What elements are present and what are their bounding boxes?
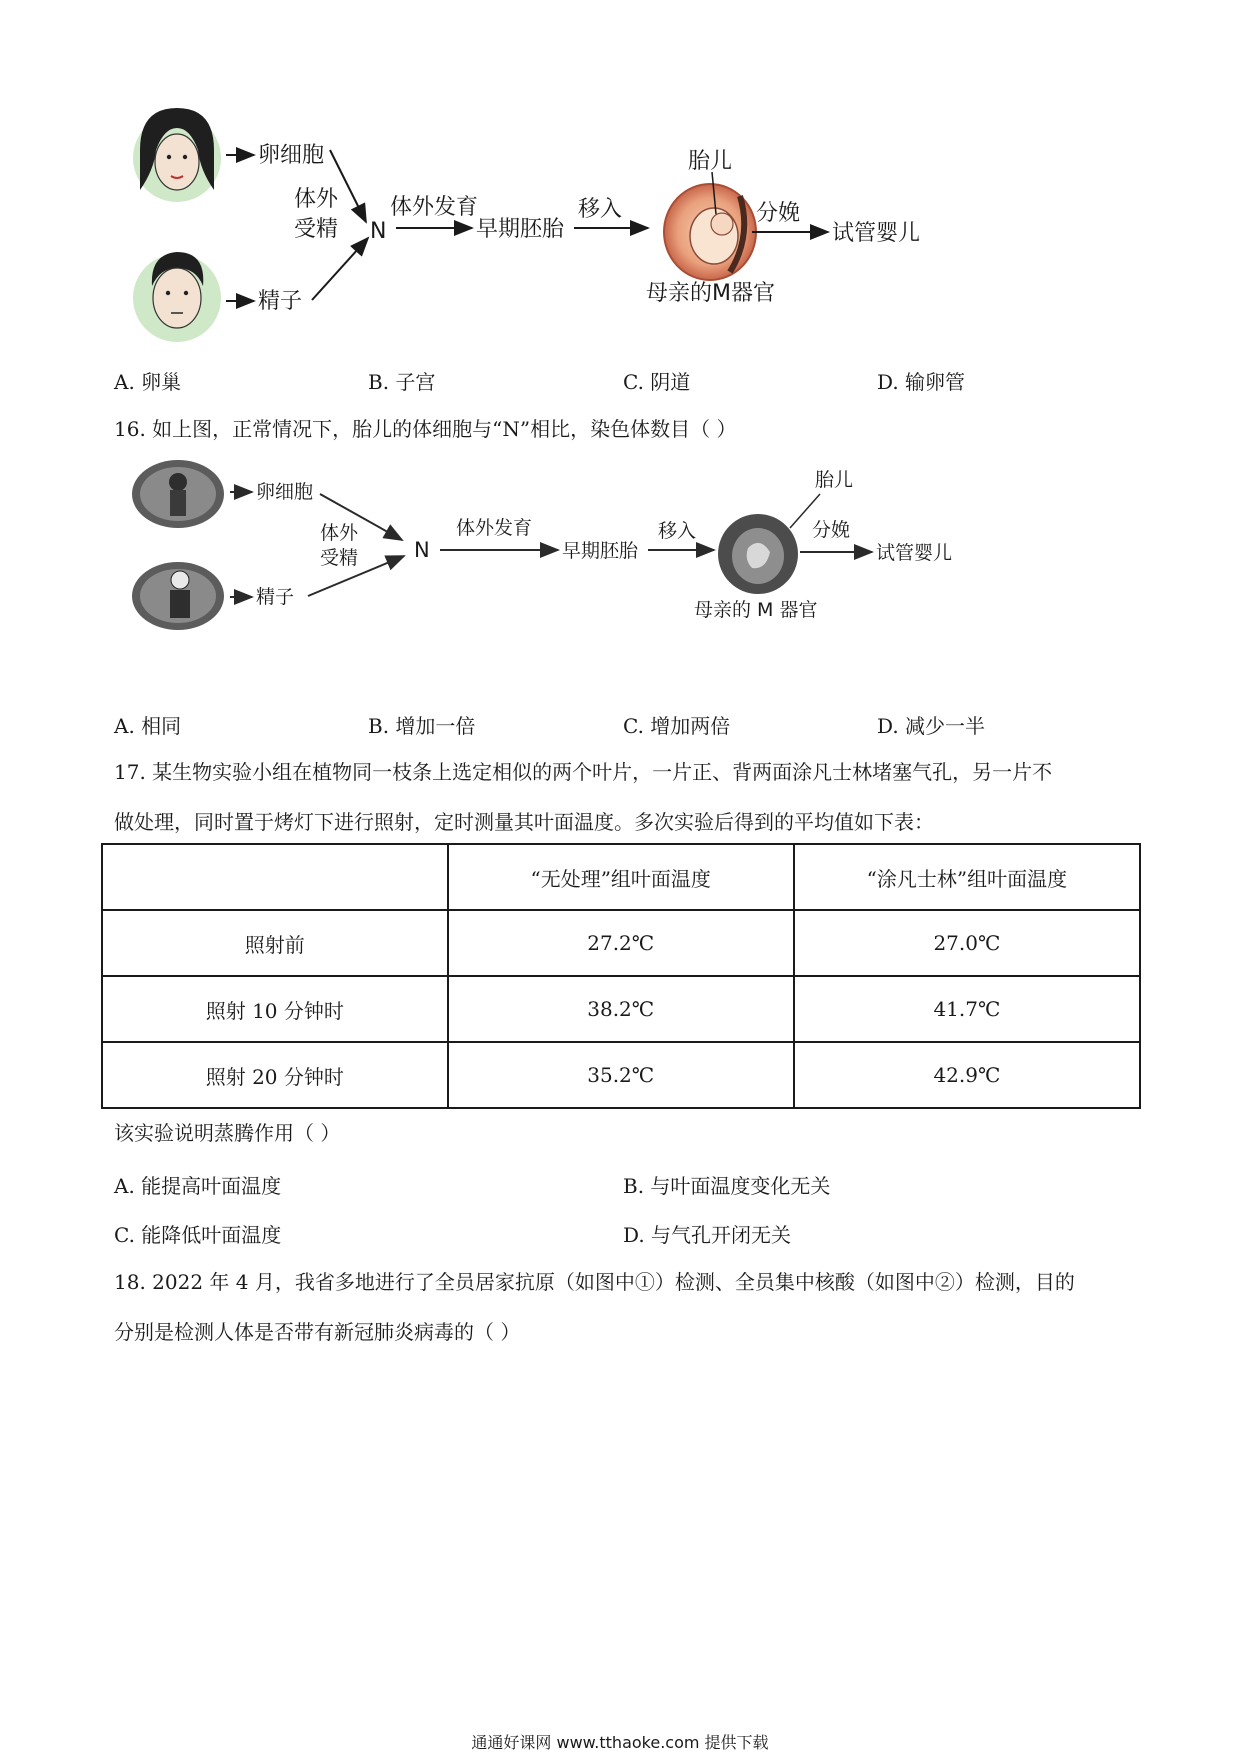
q16-option-d[interactable]: D. 减少一半 (877, 714, 986, 738)
organ-label-2: 母亲的 M 器官 (694, 599, 818, 621)
ivf-diagram-2 (0, 460, 1240, 660)
fertilization-label-2a: 体外 (320, 522, 359, 544)
n-label: N (370, 219, 387, 244)
table-cell: 38.2℃ (448, 976, 794, 1042)
table-cell: 27.2℃ (448, 910, 794, 976)
q16-option-b[interactable]: B. 增加一倍 (368, 714, 476, 738)
table-header-cell: “涂凡士林”组叶面温度 (794, 844, 1140, 910)
q18-stem-line-1: 18. 2022 年 4 月，我省多地进行了全员居家抗原（如图中①）检测、全员集中核酸（如图中②）检测，目的 (114, 1270, 1075, 1294)
q18-stem-line-2: 分别是检测人体是否带有新冠肺炎病毒的（ ） (114, 1320, 521, 1344)
sperm-label-2: 精子 (256, 586, 295, 608)
q17-option-d[interactable]: D. 与气孔开闭无关 (623, 1223, 792, 1247)
table-row (102, 976, 1140, 1042)
ivf-diagram-1 (0, 0, 1240, 360)
mother-photo (132, 460, 224, 528)
embryo-label: 早期胚胎 (476, 217, 565, 242)
table-header-cell (102, 844, 448, 910)
fetus-label: 胎儿 (688, 149, 733, 174)
birth-label-2: 分娩 (812, 519, 851, 541)
table-cell: 27.0℃ (794, 910, 1140, 976)
man-portrait (133, 252, 221, 342)
ivf-diagram-1-svg (0, 0, 1240, 360)
n-label-2: N (414, 538, 430, 562)
q17-option-a[interactable]: A. 能提高叶面温度 (114, 1174, 282, 1198)
uterus-photo (718, 514, 798, 594)
egg-label-2: 卵细胞 (256, 481, 314, 503)
uterus-fetus-illustration (664, 184, 756, 280)
sperm-label: 精子 (258, 289, 303, 314)
q17-question: 该实验说明蒸腾作用（ ） (114, 1121, 341, 1145)
q17-stem-line-2: 做处理，同时置于烤灯下进行照射，定时测量其叶面温度。多次实验后得到的平均值如下表： (114, 810, 934, 834)
table-header-cell: “无处理”组叶面温度 (448, 844, 794, 910)
move-label: 移入 (578, 197, 623, 222)
embryo-label-2: 早期胚胎 (562, 540, 639, 562)
organ-label: 母亲的M器官 (646, 281, 775, 306)
arrow-sperm-to-n (312, 238, 368, 300)
leaf-temperature-table (101, 843, 1141, 1109)
development-label: 体外发育 (390, 195, 479, 220)
woman-portrait (133, 108, 221, 202)
table-cell: 照射 20 分钟时 (102, 1042, 448, 1108)
birth-label: 分娩 (756, 201, 801, 226)
fertilization-label-2: 受精 (294, 217, 339, 242)
fertilization-label-1: 体外 (294, 187, 339, 212)
q16-option-c[interactable]: C. 增加两倍 (623, 714, 731, 738)
table-cell: 照射 10 分钟时 (102, 976, 448, 1042)
egg-label: 卵细胞 (258, 143, 325, 168)
fertilization-label-2b: 受精 (320, 547, 359, 569)
fetus-label-2: 胎儿 (815, 469, 854, 491)
q15-option-a[interactable]: A. 卵巢 (114, 370, 182, 394)
father-photo (132, 562, 224, 630)
table-cell: 41.7℃ (794, 976, 1140, 1042)
q17-option-b[interactable]: B. 与叶面温度变化无关 (623, 1174, 831, 1198)
baby-label-2: 试管婴儿 (876, 542, 953, 564)
table-row (102, 1042, 1140, 1108)
table-cell: 42.9℃ (794, 1042, 1140, 1108)
move-label-2: 移入 (658, 520, 697, 542)
q15-option-d[interactable]: D. 输卵管 (877, 370, 966, 394)
table-cell: 35.2℃ (448, 1042, 794, 1108)
page-footer: 通通好课网 www.tthaoke.com 提供下载 (471, 1733, 769, 1752)
q17-stem-line-1: 17. 某生物实验小组在植物同一枝条上选定相似的两个叶片，一片正、背两面涂凡士林堵塞气孔，另一片不 (114, 760, 1053, 784)
baby-label: 试管婴儿 (832, 221, 921, 246)
table-cell: 照射前 (102, 910, 448, 976)
q16-option-a[interactable]: A. 相同 (114, 714, 182, 738)
table-header-row (102, 844, 1140, 910)
q15-option-c[interactable]: C. 阴道 (623, 370, 691, 394)
q17-option-c[interactable]: C. 能降低叶面温度 (114, 1223, 282, 1247)
table-row (102, 910, 1140, 976)
q15-option-b[interactable]: B. 子宫 (368, 370, 436, 394)
ivf-diagram-2-svg (0, 460, 1240, 660)
development-label-2: 体外发育 (456, 517, 533, 539)
q16-stem: 16. 如上图，正常情况下，胎儿的体细胞与“N”相比，染色体数目（ ） (114, 417, 737, 441)
